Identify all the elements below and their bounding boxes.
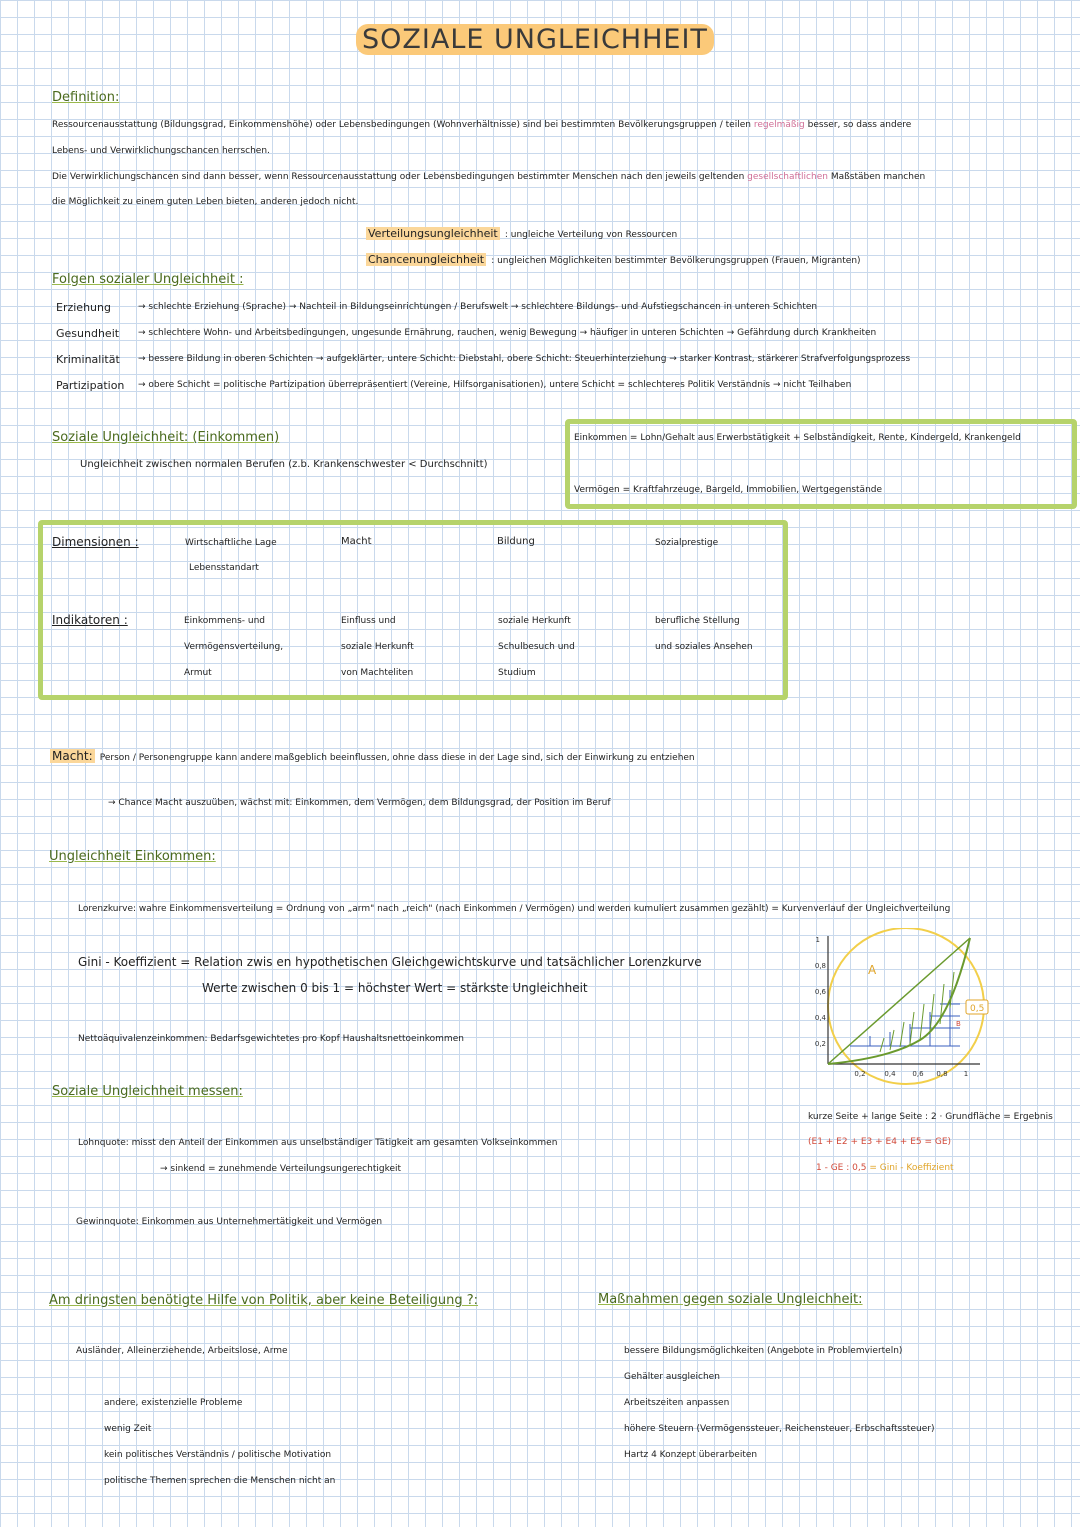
dim-lebensstandart: Lebensstandart — [189, 563, 259, 573]
ungleichheit-einkommen-heading: Ungleichheit Einkommen: — [49, 849, 216, 864]
lohnquote-sub-text: sinkend = zunehmende Verteilungsungerechtigkeit — [170, 1164, 402, 1174]
gini-text-1: Gini - Koeffizient = Relation zwis en hypothetischen Gleichgewichtskurve und tatsächlicher Lorenzkurve — [78, 955, 702, 969]
gini-text-2: Werte zwischen 0 bis 1 = höchster Wert = stärkste Ungleichheit — [202, 981, 588, 995]
chart-grid — [850, 990, 960, 1046]
definition-line2: Lebens- und Verwirklichungschancen herrschen. — [52, 146, 270, 156]
term-verteilungsungleichheit — [366, 222, 677, 241]
y-tick-0-6: 0,6 — [814, 988, 826, 996]
macht-definition — [50, 745, 695, 764]
definition-highlight-regelmaessig: regelmäßig — [753, 120, 805, 130]
einkommen-heading: Soziale Ungleichheit: (Einkommen) — [52, 430, 280, 445]
gewinnquote-text: Gewinnquote: Einkommen aus Unternehmertätigkeit und Vermögen — [76, 1217, 383, 1227]
x-tick-0-2: 0,2 — [854, 1070, 866, 1078]
definition-line3 — [52, 172, 925, 182]
netto-text: Nettoäquivalenzeinkommen: Bedarfsgewichtetes pro Kopf Haushaltsnettoeinkommen — [78, 1034, 464, 1044]
ind-bildung-1: soziale Herkunft — [498, 616, 571, 626]
politik-reason-3: kein politisches Verständnis / politische Motivation — [104, 1450, 332, 1460]
definition-line1-text: Ressourcenausstattung (Bildungsgrad, Einkommenshöhe) oder Lebensbedingungen (Wohnverhältnisse) sind bei bestimmten Bevölkerungsgruppen / teilen — [52, 120, 751, 130]
folgen-label-kriminalitaet: Kriminalität — [56, 353, 120, 366]
term2-definition: : ungleichen Möglichkeiten bestimmter Bevölkerungsgruppen (Frauen, Migranten) — [491, 256, 861, 266]
dimensions-label: Dimensionen : — [52, 535, 139, 549]
y-tick-0-4: 0,4 — [814, 1014, 826, 1022]
term1-label: Verteilungsungleichheit — [368, 227, 498, 240]
x-tick-1: 1 — [963, 1070, 969, 1078]
indicators-label: Indikatoren : — [52, 613, 128, 627]
area-label-05: 0,5 — [970, 1004, 985, 1014]
folgen-label-partizipation: Partizipation — [56, 379, 125, 392]
massnahme-4: höhere Steuern (Vermögenssteuer, Reichensteuer, Erbschaftssteuer) — [624, 1424, 935, 1434]
chart-note-1: kurze Seite + lange Seite : 2 · Grundfläche = Ergebnis — [808, 1112, 1053, 1122]
area-label-b: B — [956, 1020, 961, 1028]
y-tick-0-2: 0,2 — [814, 1040, 826, 1048]
y-tick-0-8: 0,8 — [814, 962, 826, 970]
ind-macht-1: Einfluss und — [341, 616, 396, 626]
x-tick-0-4: 0,4 — [884, 1070, 896, 1078]
ind-einkommen-3: Armut — [184, 668, 212, 678]
folgen-heading: Folgen sozialer Ungleichheit : — [52, 272, 244, 287]
dim-wirtschaftliche-lage: Wirtschaftliche Lage — [185, 538, 277, 548]
chart-note-3 — [816, 1163, 954, 1173]
term-chancenungleichheit — [366, 248, 861, 267]
lohnquote-text: Lohnquote: misst den Anteil der Einkommen aus unselbständiger Tätigkeit am gesamten Volkseinkommen — [78, 1138, 558, 1148]
massnahme-5: Hartz 4 Konzept überarbeiten — [624, 1450, 758, 1460]
definition-highlight-gesellschaftlich: gesellschaftlichen — [747, 172, 828, 182]
dim-bildung: Bildung — [497, 536, 535, 547]
ind-macht-2: soziale Herkunft — [341, 642, 414, 652]
ind-prestige-1: berufliche Stellung — [655, 616, 740, 626]
chart-note-2: (E1 + E2 + E3 + E4 + E5 = GE) — [808, 1137, 952, 1147]
macht-label: Macht: — [52, 749, 93, 763]
y-tick-1: 1 — [815, 936, 820, 944]
politik-reason-2: wenig Zeit — [104, 1424, 152, 1434]
folgen-text-kriminalitaet: → bessere Bildung in oberen Schichten → aufgeklärter, untere Schicht: Diebstahl, obere Schicht: Steuerhinterziehung → starker Kontrast, stärkerer Strafverfolgungsprozess — [138, 354, 911, 364]
messen-heading: Soziale Ungleichheit messen: — [52, 1084, 243, 1099]
hatching — [880, 972, 954, 1052]
folgen-text-erziehung: → schlechte Erziehung (Sprache) → Nachteil in Bildungseinrichtungen / Berufswelt → schlechtere Bildungs- und Aufstiegschancen in unteren Schichten — [138, 302, 818, 312]
page-title: SOZIALE UNGLEICHHEIT — [356, 24, 714, 55]
politik-reason-1: andere, existenzielle Probleme — [104, 1398, 243, 1408]
folgen-text-partizipation: → obere Schicht = politische Partizipation überrepräsentiert (Vereine, Hilfsorganisationen), untere Schicht = schlechteres Politik Verständnis → nicht Teilhaben — [138, 380, 852, 390]
term2-label: Chancenungleichheit — [368, 253, 485, 266]
area-label-a: A — [868, 963, 877, 977]
ind-prestige-2: und soziales Ansehen — [655, 642, 753, 652]
chart-note-3-result: = Gini - Koeffizient — [869, 1163, 954, 1173]
politik-reason-4: politische Themen sprechen die Menschen nicht an — [104, 1476, 336, 1486]
lorenz-chart — [810, 928, 1000, 1088]
definition-line1 — [52, 120, 911, 130]
ind-einkommen-2: Vermögensverteilung, — [184, 642, 284, 652]
massnahme-1: bessere Bildungsmöglichkeiten (Angebote in Problemvierteln) — [624, 1346, 903, 1356]
folgen-label-erziehung: Erziehung — [56, 301, 111, 314]
folgen-text-gesundheit: → schlechtere Wohn- und Arbeitsbedingungen, ungesunde Ernährung, rauchen, wenig Bewegung → häufiger in unteren Schichten → Gefährdung durch Krankheiten — [138, 328, 877, 338]
definition-line4: die Möglichkeit zu einem guten Leben bieten, anderen jedoch nicht. — [52, 197, 359, 207]
chart-note-3-formula: 1 - GE : 0,5 — [816, 1163, 867, 1173]
term1-definition: : ungleiche Verteilung von Ressourcen — [504, 230, 678, 240]
x-tick-0-8: 0,8 — [936, 1070, 948, 1078]
einkommen-box-line1: Einkommen = Lohn/Gehalt aus Erwerbstätigkeit + Selbständigkeit, Rente, Kindergeld, Krankengeld — [574, 433, 1021, 443]
definition-line1-end: besser, so dass andere — [807, 120, 912, 130]
lohnquote-sub: → sinkend = zunehmende Verteilungsungerechtigkeit — [160, 1164, 402, 1174]
definition-line3-end: Maßstäben manchen — [830, 172, 926, 182]
politik-groups: Ausländer, Alleinerziehende, Arbeitslose, Arme — [76, 1346, 288, 1356]
definition-heading: Definition: — [52, 90, 120, 105]
ind-bildung-2: Schulbesuch und — [498, 642, 575, 652]
folgen-label-gesundheit: Gesundheit — [56, 327, 120, 340]
ind-macht-3: von Machteliten — [341, 668, 414, 678]
dim-sozialprestige: Sozialprestige — [655, 538, 719, 548]
definition-line3-text: Die Verwirklichungschancen sind dann besser, wenn Ressourcenausstattung oder Lebensbedingungen bestimmter Menschen nach den jeweils geltenden — [52, 172, 745, 182]
politik-heading: Am dringsten benötigte Hilfe von Politik, aber keine Beteiligung ?: — [49, 1293, 479, 1308]
lorenzkurve-text: Lorenzkurve: wahre Einkommensverteilung = Ordnung von „arm" nach „reich" (nach Einkommen / Vermögen) und werden kumuliert zusammen gezählt) = Kurvenverlauf der Ungleichverteilung — [78, 904, 951, 914]
ind-einkommen-1: Einkommens- und — [184, 616, 265, 626]
ind-bildung-3: Studium — [498, 668, 536, 678]
einkommen-box-line2: Vermögen = Kraftfahrzeuge, Bargeld, Immobilien, Wertgegenstände — [574, 485, 883, 495]
macht-text: Person / Personengruppe kann andere maßgeblich beeinflussen, ohne dass diese in der Lage sind, sich der Einwirkung zu entziehen — [99, 753, 695, 763]
einkommen-text: Ungleichheit zwischen normalen Berufen (z.b. Krankenschwester < Durchschnitt) — [80, 459, 488, 470]
massnahmen-heading: Maßnahmen gegen soziale Ungleichheit: — [598, 1292, 863, 1307]
x-tick-0-6: 0,6 — [912, 1070, 924, 1078]
massnahme-3: Arbeitszeiten anpassen — [624, 1398, 730, 1408]
dim-macht: Macht — [341, 536, 372, 547]
macht-sub: → Chance Macht auszuüben, wächst mit: Einkommen, dem Vermögen, dem Bildungsgrad, der Position im Beruf — [108, 798, 611, 808]
massnahme-2: Gehälter ausgleichen — [624, 1372, 720, 1382]
